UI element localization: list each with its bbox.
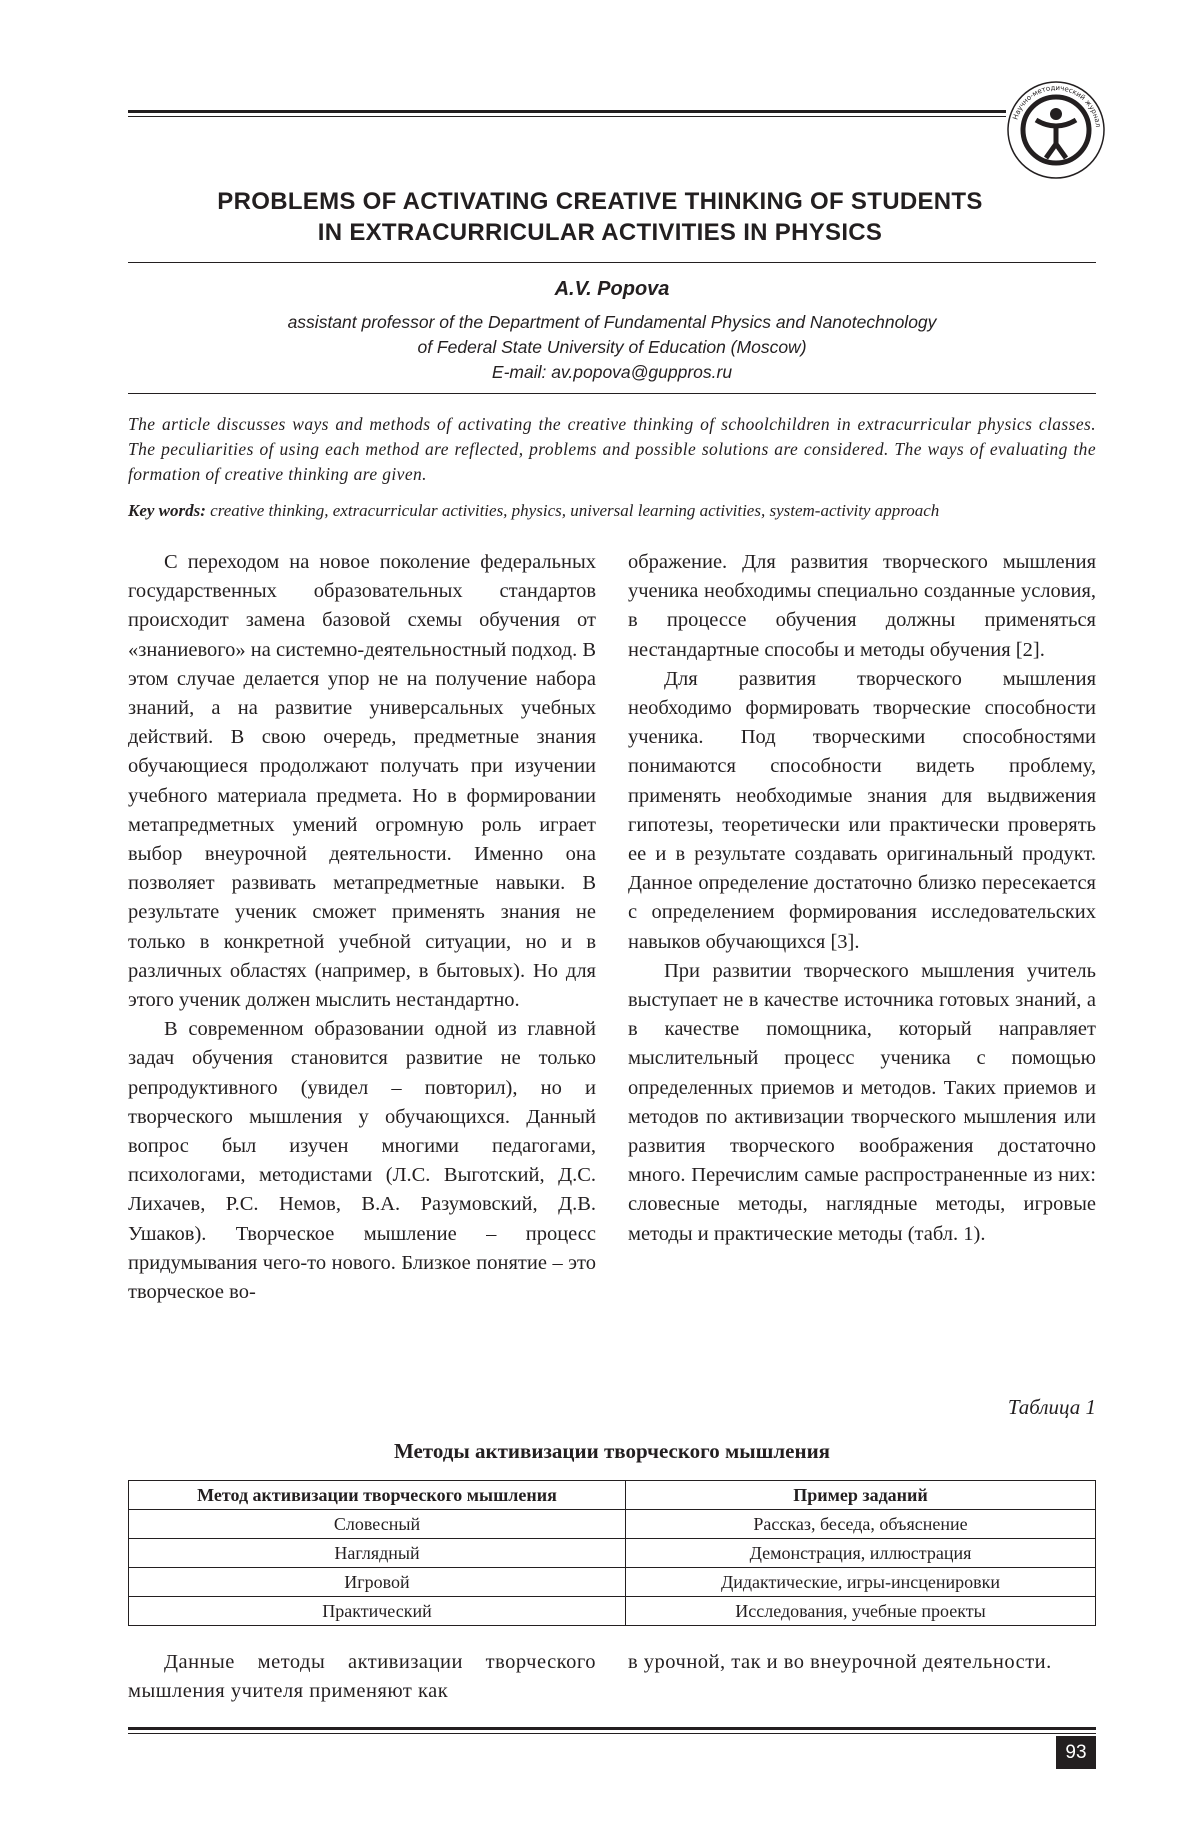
body-paragraph: ображение. Для развития творческого мышления ученика необходимы специально созданные условия, в процессе обучения должны применяться нестандартные способы и методы обучения [2].	[628, 551, 1096, 661]
body-paragraph: При развитии творческого мышления учитель выступает не в качестве источника готовых знаний, а в качестве помощника, который направляет мыслительный процесс ученика с помощью определенных приемов и методов. Таких приемов и методов по активизации творческого мышления или развития творческого воображения достаточно много. Перечислим самые распространенные из них: словесные методы, наглядные методы, игровые методы и практические методы (табл. 1).	[628, 959, 1096, 1245]
affiliation-line-1: assistant professor of the Department of Fundamental Physics and Nanotechnology	[287, 312, 937, 332]
table-header-cell: Пример заданий	[626, 1481, 1096, 1510]
closing-paragraph: в урочной, так и во внеурочной деятельности.	[628, 1651, 1052, 1673]
table-cell: Исследования, учебные проекты	[626, 1597, 1096, 1626]
title-line-1: PROBLEMS OF ACTIVATING CREATIVE THINKING OF STUDENTS	[217, 188, 983, 215]
svg-text:Научно-методический журнал: Научно-методический журнал	[1011, 83, 1102, 128]
author-divider	[128, 393, 1096, 394]
author-name: A.V. Popova	[554, 278, 670, 300]
table-row	[129, 1568, 1096, 1597]
title-divider	[128, 262, 1096, 263]
body-paragraph: С переходом на новое поколение федеральных государственных образовательных стандартов происходит замена базовой схемы обучения от «знаниевого» на системно-деятельностный подход. В этом случае делается упор не на получение набора знаний, а на развитие универсальных учебных действий. В свою очередь, предметные знания обучающиеся продолжают получать при изучении учебного материала предмета. Но в формировании метапредметных умений огромную роль играет выбор внеурочной деятельности. Именно она позволяет развивать метапредметные навыки. В результате ученик сможет применять знания не только в конкретной учебной ситуации, но и в различных областях (например, в бытовых). Но для этого ученик должен мыслить нестандартно.	[128, 551, 596, 1012]
journal-emblem-icon	[1006, 80, 1106, 180]
body-paragraph: В современном образовании одной из главной задач обучения становится развитие не только репродуктивного (увидел – повторил), но и творческого мышления у обучающихся. Данный вопрос был изучен многими педагогами, психологами, методистами (Л.С. Выготский, Д.С. Лихачев, Р.С. Немов, В.А. Разумовский, Д.В. Ушаков). Творческое мышление – процесс придумывания чего-то нового. Близкое понятие – это творческое во-	[128, 1018, 596, 1304]
table-cell: Словесный	[129, 1510, 626, 1539]
closing-paragraph: Данные методы активизации творческого мышления учителя применяют как	[128, 1651, 596, 1702]
closing-column-left	[128, 1648, 596, 1706]
abstract-text: The article discusses ways and methods of activating the creative thinking of schoolchildren in extracurricular physics classes. The peculiarities of using each method are reflected, problems and possible solutions are considered. The ways of evaluating the formation of creative thinking are given.	[128, 414, 1096, 484]
affiliation-line-2: of Federal State University of Education (Moscow)	[417, 337, 807, 357]
methods-table	[128, 1480, 1096, 1626]
table-cell: Рассказ, беседа, объяснение	[626, 1510, 1096, 1539]
table-cell: Дидактические, игры-инсценировки	[626, 1568, 1096, 1597]
body-paragraph: Для развития творческого мышления необходимо формировать творческие способности ученика. Под творческими способностями понимаются способности видеть проблему, применять необходимые знания для выдвижения гипотезы, теоретически или практически проверять ее и в результате создавать оригинальный продукт. Данное определение достаточно близко пересекается с определением формирования исследовательских навыков обучающихся [3].	[628, 667, 1096, 953]
footer-rule	[128, 1727, 1096, 1734]
table-row	[129, 1510, 1096, 1539]
body-column-right	[628, 548, 1096, 1249]
page-number: 93	[1056, 1736, 1096, 1769]
table-cell: Практический	[129, 1597, 626, 1626]
author-affiliation	[128, 310, 1096, 385]
table-caption: Таблица 1	[1007, 1395, 1096, 1419]
table-row	[129, 1597, 1096, 1626]
keywords-label: Key words:	[128, 501, 206, 520]
table-header-cell: Метод активизации творческого мышления	[129, 1481, 626, 1510]
article-title	[130, 186, 1070, 248]
table-row	[129, 1539, 1096, 1568]
table-cell: Игровой	[129, 1568, 626, 1597]
keywords	[128, 498, 1096, 523]
table-title: Методы активизации творческого мышления	[393, 1439, 831, 1463]
title-line-2: IN EXTRACURRICULAR ACTIVITIES IN PHYSICS	[317, 219, 883, 246]
table-cell: Наглядный	[129, 1539, 626, 1568]
body-column-left	[128, 548, 596, 1307]
table-header-row	[129, 1481, 1096, 1510]
table-cell: Демонстрация, иллюстрация	[626, 1539, 1096, 1568]
keywords-text: creative thinking, extracurricular activities, physics, universal learning activities, system-activity approach	[205, 501, 940, 520]
header-rule	[128, 110, 1006, 117]
closing-column-right	[628, 1648, 1096, 1677]
author-email: E-mail: av.popova@guppros.ru	[491, 362, 733, 382]
